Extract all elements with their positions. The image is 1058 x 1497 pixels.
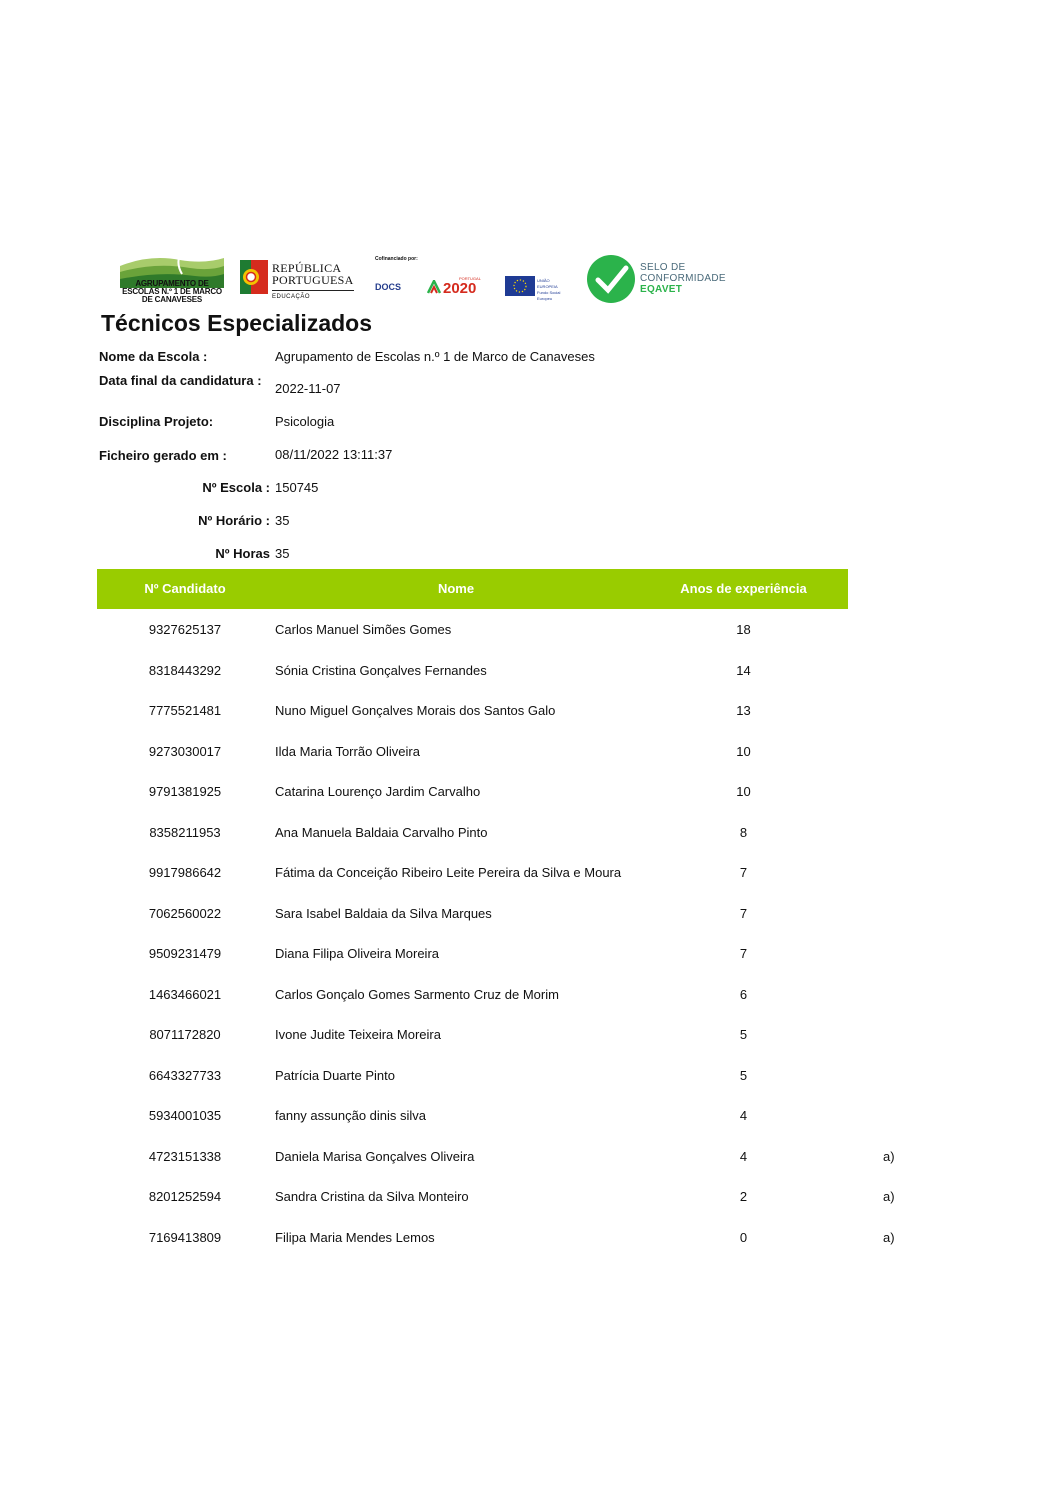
cell-experiencia: 7 (739, 906, 748, 921)
ficheiro-value: 08/11/2022 13:11:37 (275, 447, 393, 462)
eqavet-text-1 (640, 262, 726, 284)
cell-candidato: 9917986642 (148, 865, 222, 880)
table-row (97, 825, 917, 845)
cell-experiencia: 18 (736, 622, 751, 637)
cell-candidato: 9509231479 (148, 946, 222, 961)
cell-nome: Ivone Judite Teixeira Moreira (275, 1027, 441, 1042)
cell-experiencia: 14 (736, 663, 751, 678)
cell-experiencia: 6 (739, 987, 748, 1002)
escola-value: Agrupamento de Escolas n.º 1 de Marco de Canaveses (275, 349, 595, 364)
data-value: 2022-11-07 (275, 381, 341, 396)
cell-nome: Carlos Gonçalo Gomes Sarmento Cruz de Morim (275, 987, 559, 1002)
eqavet-line-1: SELO DE (640, 262, 686, 273)
cell-candidato: 7062560022 (148, 906, 222, 921)
cell-nome: Sandra Cristina da Silva Monteiro (275, 1189, 469, 1204)
cell-nome: Nuno Miguel Gonçalves Morais dos Santos Galo (275, 703, 556, 718)
cell-experiencia: 5 (739, 1068, 748, 1083)
cell-candidato: 5934001035 (148, 1108, 222, 1123)
portugal-small-label: PORTUGAL (459, 276, 481, 281)
republica-text: REPÚBLICA PORTUGUESA (272, 261, 354, 287)
cell-experiencia: 7 (739, 865, 748, 880)
cofinanciamento-logos (375, 252, 565, 304)
table-row (97, 865, 917, 885)
cell-experiencia: 2 (739, 1189, 748, 1204)
cell-experiencia: 5 (739, 1027, 748, 1042)
cell-nota: a) (883, 1149, 895, 1164)
cell-experiencia: 8 (739, 825, 748, 840)
table-row (97, 906, 917, 926)
table-row (97, 1230, 917, 1250)
table-row (97, 1068, 917, 1088)
cell-candidato: 8071172820 (149, 1027, 221, 1042)
cell-nome: Carlos Manuel Simões Gomes (275, 622, 452, 637)
num-escola-label: Nº Escola : (202, 480, 270, 495)
table-row (97, 622, 917, 642)
cell-candidato: 8318443292 (148, 663, 222, 678)
cofinanciado-label: Cofinanciado por: (375, 256, 418, 262)
cell-nome: Filipa Maria Mendes Lemos (275, 1230, 435, 1245)
table-row (97, 1108, 917, 1128)
divider (272, 290, 354, 291)
num-escola-value: 150745 (275, 480, 319, 495)
cell-experiencia: 10 (736, 744, 751, 759)
disciplina-label: Disciplina Projeto: (99, 414, 214, 429)
cell-nome: Ilda Maria Torrão Oliveira (275, 744, 420, 759)
eqavet-line-2: CONFORMIDADE (640, 273, 726, 284)
data-label: Data final da candidatura : (99, 373, 262, 388)
cell-candidato: 7169413809 (148, 1230, 222, 1245)
cell-candidato: 9791381925 (148, 784, 222, 799)
header-experiencia: Anos de experiência (680, 581, 807, 596)
ficheiro-label: Ficheiro gerado em : (99, 448, 227, 463)
cell-candidato: 8201252594 (148, 1189, 222, 1204)
cell-nome: Catarina Lourenço Jardim Carvalho (275, 784, 481, 799)
table-row (97, 946, 917, 966)
logo-strip (120, 252, 730, 308)
docs-logo: DOCS (375, 282, 402, 292)
portugal2020-mark-icon (427, 280, 441, 294)
table-row (97, 784, 917, 804)
cell-nota: a) (883, 1189, 895, 1204)
cell-nome: Fátima da Conceição Ribeiro Leite Pereira da Silva e Moura (275, 865, 622, 880)
table-row (97, 703, 917, 723)
header-candidato: Nº Candidato (144, 581, 226, 596)
table-row (97, 1189, 917, 1209)
table-row (97, 987, 917, 1007)
cell-experiencia: 13 (736, 703, 751, 718)
horas-value: 35 (275, 546, 290, 561)
table-row (97, 663, 917, 683)
agrupamento-caption: AGRUPAMENTO DE ESCOLAS N.º 1 DE MARCO DE CANAVESES (122, 279, 222, 304)
republica-portuguesa-logo (240, 252, 360, 304)
page-title: Técnicos Especializados (101, 310, 373, 336)
cell-nome: Sara Isabel Baldaia da Silva Marques (275, 906, 492, 921)
eu-flag-icon (505, 276, 535, 296)
table-row (97, 744, 917, 764)
cell-experiencia: 7 (739, 946, 748, 961)
cell-experiencia: 4 (739, 1108, 748, 1123)
disciplina-value: Psicologia (275, 414, 335, 429)
cell-candidato: 9273030017 (148, 744, 222, 759)
cell-candidato: 4723151338 (148, 1149, 222, 1164)
table-header (97, 569, 848, 609)
horas-label: Nº Horas (215, 546, 270, 561)
cell-nome: Patrícia Duarte Pinto (275, 1068, 395, 1083)
portugal2020-logo: 2020 (443, 280, 477, 297)
eu-label: UNIÃO EUROPEIA Fundo Social Europeu (537, 278, 561, 301)
cell-candidato: 7775521481 (148, 703, 222, 718)
eqavet-line-3: EQAVET (640, 284, 683, 295)
cell-nome: Daniela Marisa Gonçalves Oliveira (275, 1149, 475, 1164)
header-nome: Nome (437, 581, 475, 596)
cell-nota: a) (883, 1230, 895, 1245)
cell-candidato: 1463466021 (148, 987, 222, 1002)
agrupamento-logo (120, 252, 224, 304)
cell-experiencia: 0 (739, 1230, 748, 1245)
horario-value: 35 (275, 513, 290, 528)
table-row (97, 1149, 917, 1169)
cell-nome: fanny assunção dinis silva (275, 1108, 427, 1123)
checkmark-icon (586, 254, 636, 304)
republica-subtext: EDUCAÇÃO (272, 294, 311, 300)
cell-experiencia: 4 (739, 1149, 748, 1164)
horario-label: Nº Horário : (198, 513, 270, 528)
cell-nome: Ana Manuela Baldaia Carvalho Pinto (275, 825, 488, 840)
cell-candidato: 8358211953 (149, 825, 221, 840)
cell-candidato: 6643327733 (148, 1068, 222, 1083)
table-row (97, 1027, 917, 1047)
escola-label: Nome da Escola : (99, 349, 208, 364)
cell-candidato: 9327625137 (148, 622, 222, 637)
eqavet-logo (586, 252, 730, 304)
cell-nome: Sónia Cristina Gonçalves Fernandes (275, 663, 487, 678)
flag-icon (240, 260, 268, 294)
cell-experiencia: 10 (736, 784, 751, 799)
cell-nome: Diana Filipa Oliveira Moreira (275, 946, 439, 961)
